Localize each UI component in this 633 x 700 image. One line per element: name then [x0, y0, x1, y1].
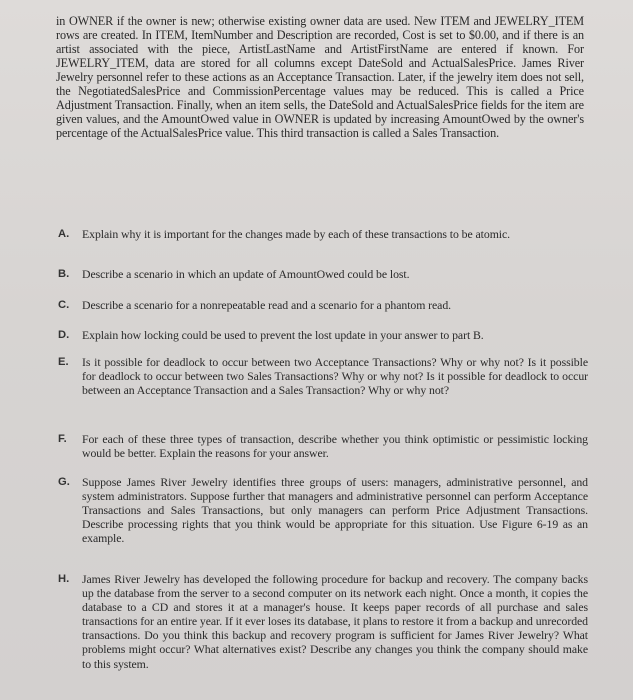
- question-text: Explain why it is important for the changes made by each of these transactions to be atomic.: [82, 227, 511, 241]
- question-letter: G.: [58, 476, 70, 488]
- question-text: Explain how locking could be used to prevent the lost update in your answer to part B.: [82, 328, 484, 342]
- question-letter: F.: [58, 433, 67, 445]
- question-b: [58, 267, 588, 281]
- question-e: [58, 355, 588, 397]
- intro-paragraph: in OWNER if the owner is new; otherwise existing owner data are used. New ITEM and JEWELRY_ITEM rows are created. In ITEM, ItemNumber and Description are recorded, Cost is set to $0.00, and if there is an artist associated with the piece, ArtistLastName and ArtistFirstName are entered if known. For JEWELRY_ITEM, data are stored for all columns except DateSold and ActualSalesPrice. James River Jewelry personnel refer to these actions as an Acceptance Transaction. Later, if the jewelry item does not sell, the NegotiatedSalesPrice and CommissionPercentage values may be reduced. This is called a Price Adjustment Transaction. Finally, when an item sells, the DateSold and ActualSalesPrice fields for the item are given values, and the AmountOwed value in OWNER is updated by increasing AmountOwed by the owner's percentage of the ActualSalesPrice value. This third transaction is called a Sales Transaction.: [56, 14, 584, 141]
- question-text: James River Jewelry has developed the following procedure for backup and recovery. The company backs up the database from the server to a second computer on its network each night. Once a month, it copies the database to a CD and stores it at a manager's house. It keeps paper records of all purchase and sales transactions for an entire year. If it ever loses its database, it plans to restore it from a backup and unrecorded transactions. Do you think this backup and recovery program is sufficient for James River Jewelry? What problems might occur? What alternatives exist? Describe any changes you think the company should make to this system.: [82, 572, 588, 671]
- question-text: Describe a scenario in which an update of AmountOwed could be lost.: [82, 267, 410, 281]
- question-d: [58, 328, 588, 342]
- question-letter: E.: [58, 356, 69, 368]
- question-letter: A.: [58, 228, 70, 240]
- question-a: [58, 227, 588, 241]
- question-text: For each of these three types of transaction, describe whether you think optimistic or pessimistic locking would be better. Explain the reasons for your answer.: [82, 432, 588, 461]
- question-letter: H.: [58, 573, 70, 585]
- question-letter: D.: [58, 329, 70, 341]
- question-g: [58, 475, 588, 545]
- question-letter: B.: [58, 268, 70, 280]
- question-h: [58, 572, 588, 671]
- question-c: [58, 298, 588, 312]
- question-text: Is it possible for deadlock to occur between two Acceptance Transactions? Why or why not? Is it possible for deadlock to occur between two Sales Transactions? Why or why not? Is it possible for deadlock to occur between an Acceptance Transaction and a Sales Transaction? Why or why not?: [82, 355, 588, 398]
- question-letter: C.: [58, 299, 70, 311]
- question-f: [58, 432, 588, 460]
- question-text: Describe a scenario for a nonrepeatable read and a scenario for a phantom read.: [82, 298, 452, 312]
- question-text: Suppose James River Jewelry identifies three groups of users: managers, administrative personnel, and system administrators. Suppose further that managers and administrative personnel can perform Acceptance Transactions and Sales Transactions, but only managers can perform Price Adjustment Transactions. Describe processing rights that you think would be appropriate for this situation. Use Figure 6-19 as an example.: [82, 475, 588, 546]
